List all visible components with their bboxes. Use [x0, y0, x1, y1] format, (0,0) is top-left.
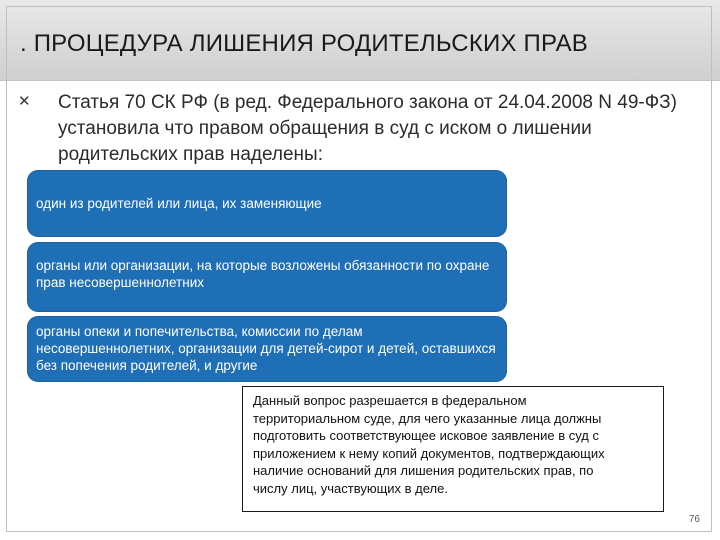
list-item-organizations: органы или организации, на которые возложены обязанности по охране прав несовершеннолетних [28, 243, 506, 311]
bullet-item [18, 90, 708, 174]
note-line: приложением к нему копий документов, подтверждающих [253, 445, 605, 461]
list-item-guardianship-bodies: органы опеки и попечительства, комиссии по делам несовершеннолетних, организации для детей-сирот и детей, оставшихся без попечения родителей, и другие [28, 317, 506, 381]
page-number: 76 [688, 514, 700, 525]
note-line: Данный вопрос разрешается в федеральном [253, 393, 527, 408]
bullet-text: Статья 70 СК РФ (в ред. Федерального закона от 24.04.2008 N 49-ФЗ) установила что правом обращения в суд с иском о лишении родительских прав наделены: [58, 92, 677, 165]
note-line: числу лиц, участвующих в деле. [253, 480, 448, 496]
note-line: подготовить соответствующее исковое заявление в суд с [253, 428, 599, 443]
note-line: наличие оснований для лишения родительских прав, по [253, 463, 594, 478]
slide-title: . ПРОЦЕДУРА ЛИШЕНИЯ РОДИТЕЛЬСКИХ ПРАВ [20, 30, 589, 57]
court-note [242, 386, 664, 512]
list-item-parents: один из родителей или лица, их заменяющие [28, 171, 506, 236]
note-line: территориальном суде, для чего указанные лица должны [253, 410, 602, 426]
x-mark-icon: ✕ [18, 92, 31, 110]
